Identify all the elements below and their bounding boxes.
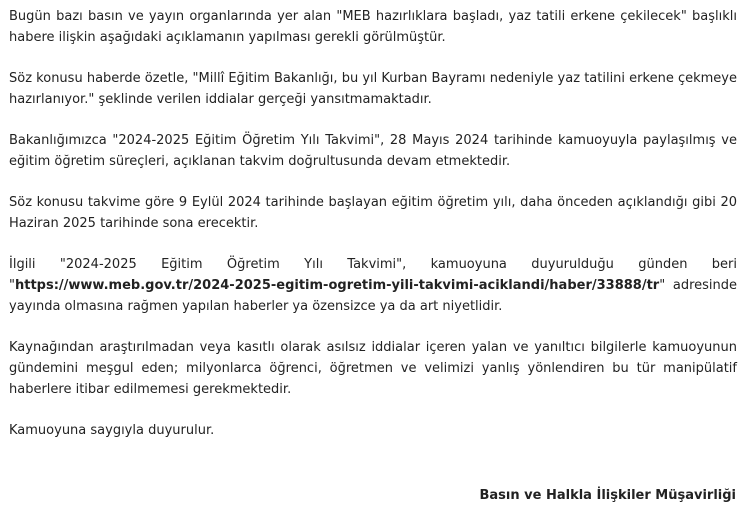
meb-calendar-link[interactable]: https://www.meb.gov.tr/2024-2025-egitim-ogretim-yili-takvimi-aciklandi/haber/33888/tr xyxy=(14,278,660,293)
paragraph-warning: Kaynağından araştırılmadan veya kasıtlı olarak asılsız iddialar içeren yalan ve yanıltıcı bilgilerle kamuoyunun gündemini meşgul eden; milyonlarca öğrenci, öğretmen ve velimizi yanlış yönlendiren bu tür manipülatif haberlere itibar edilmemesi gerekmektedir. xyxy=(9,340,737,397)
paragraph-calendar: Bakanlığımızca "2024-2025 Eğitim Öğretim Yılı Takvimi", 28 Mayıs 2024 tarihinde kamuoyuyla paylaşılmış ve eğitim öğretim süreçleri, açıklanan takvim doğrultusunda devam etmektedir. xyxy=(9,133,737,169)
paragraph-dates: Söz konusu takvime göre 9 Eylül 2024 tarihinde başlayan eğitim öğretim yılı, daha önceden açıklandığı gibi 20 Haziran 2025 tarihinde sona erecektir. xyxy=(9,195,737,231)
link-paragraph-before: İlgili "2024-2025 Eğitim Öğretim Yılı Takvimi", kamuoyuna duyurulduğu günden beri " xyxy=(9,257,737,293)
signature: Basın ve Halkla İlişkiler Müşavirliği xyxy=(479,488,736,503)
paragraph-closing: Kamuoyuna saygıyla duyurulur. xyxy=(9,423,215,438)
paragraph-link xyxy=(9,254,737,317)
link-paragraph-after: " adresinde yayında olmasına rağmen yapılan haberler ya özensizce ya da art niyetlidir. xyxy=(9,278,737,314)
paragraph-intro: Bugün bazı basın ve yayın organlarında yer alan "MEB hazırlıklara başladı, yaz tatili erkene çekilecek" başlıklı habere ilişkin aşağıdaki açıklamanın yapılması gerekli görülmüştür. xyxy=(9,9,737,45)
paragraph-claim: Söz konusu haberde özetle, "Millî Eğitim Bakanlığı, bu yıl Kurban Bayramı nedeniyle yaz tatilini erkene çekmeye hazırlanıyor." şeklinde verilen iddialar gerçeği yansıtmamaktadır. xyxy=(9,71,737,107)
